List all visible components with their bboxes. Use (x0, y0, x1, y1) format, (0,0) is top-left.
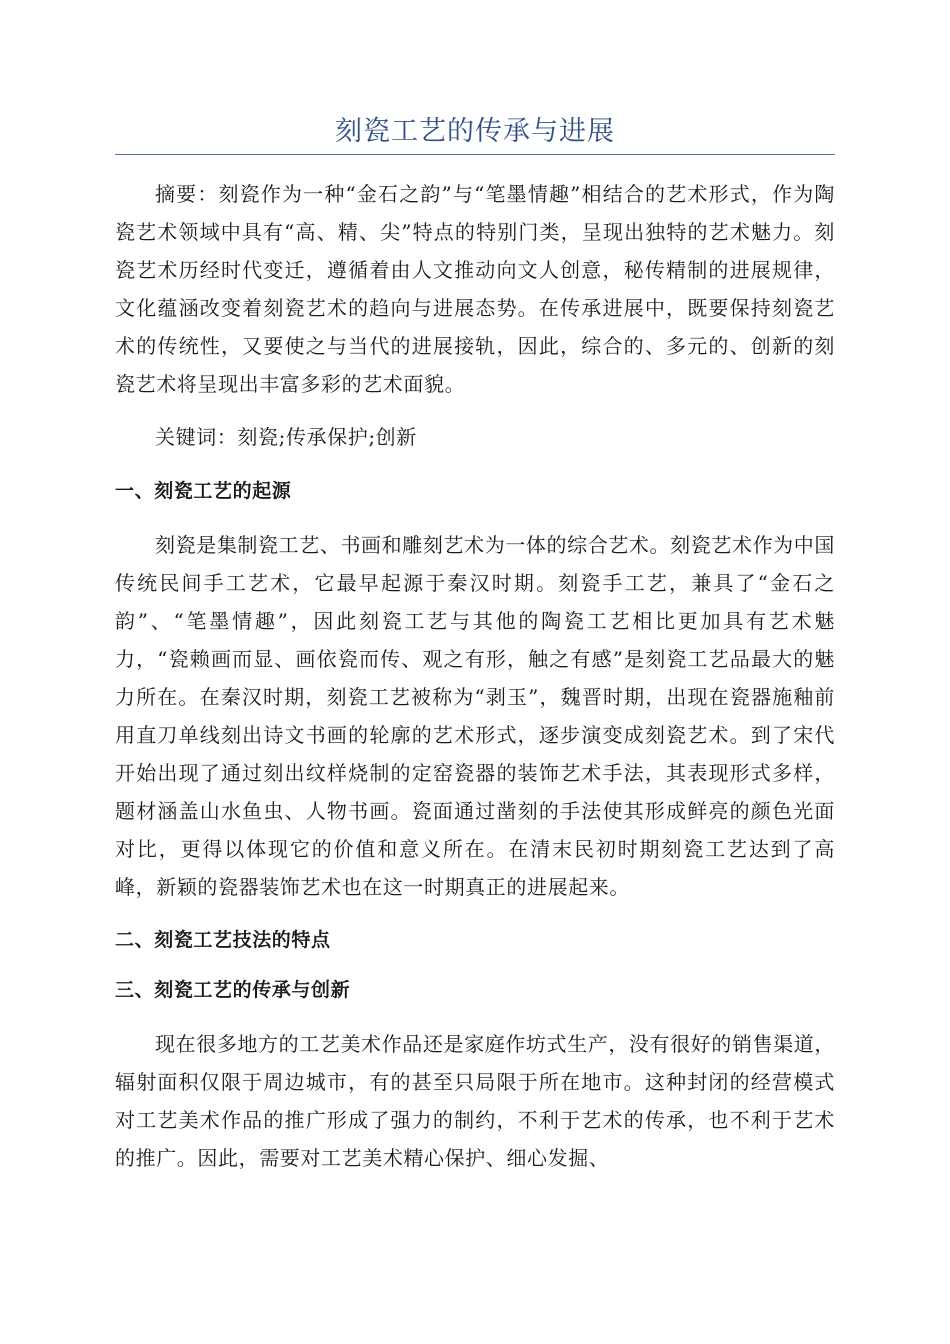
section-heading-origin: 一、刻瓷工艺的起源 (115, 480, 292, 502)
section-heading-inheritance: 三、刻瓷工艺的传承与创新 (115, 979, 351, 1001)
section-body-inheritance: 现在很多地方的工艺美术作品还是家庭作坊式生产，没有很好的销售渠道，辐射面积仅限于周边城市，有的甚至只局限于所在地市。这种封闭的经营模式对工艺美术作品的推广形成了强力的制约，不利于艺术的传承，也不利于艺术的推广。因此，需要对工艺美术精心保护、细心发掘、 (115, 1032, 835, 1170)
section-heading-technique: 二、刻瓷工艺技法的特点 (115, 929, 331, 951)
abstract-paragraph: 摘要：刻瓷作为一种“金石之韵”与“笔墨情趣”相结合的艺术形式，作为陶瓷艺术领域中具有“高、精、尖”特点的特别门类，呈现出独特的艺术魅力。刻瓷艺术历经时代变迁，遵循着由人文推动向文人创意，秘传精制的进展规律，文化蕴涵改变着刻瓷艺术的趋向与进展态势。在传承进展中，既要保持刻瓷艺术的传统性，又要使之与当代的进展接轨，因此，综合的、多元的、创新的刻瓷艺术将呈现出丰富多彩的艺术面貌。 (115, 182, 835, 396)
document-title: 刻瓷工艺的传承与进展 (335, 116, 615, 147)
document-page (115, 112, 835, 1192)
title-underline (115, 154, 835, 155)
section-body-origin: 刻瓷是集制瓷工艺、书画和雕刻艺术为一体的综合艺术。刻瓷艺术作为中国传统民间手工艺术，它最早起源于秦汉时期。刻瓷手工艺，兼具了“金石之韵”、“笔墨情趣”，因此刻瓷工艺与其他的陶瓷工艺相比更加具有艺术魅力，“瓷赖画而显、画依瓷而传、观之有形，触之有感”是刻瓷工艺品最大的魅力所在。在秦汉时期，刻瓷工艺被称为“剥玉”，魏晋时期，出现在瓷器施釉前用直刀单线刻出诗文书画的轮廓的艺术形式，逐步演变成刻瓷艺术。到了宋代开始出现了通过刻出纹样烧制的定窑瓷器的装饰艺术手法，其表现形式多样，题材涵盖山水鱼虫、人物书画。瓷面通过凿刻的手法使其形成鲜亮的颜色光面对比，更得以体现它的价值和意义所在。在清末民初时期刻瓷工艺达到了高峰，新颖的瓷器装饰艺术也在这一时期真正的进展起来。 (115, 533, 835, 899)
keywords-line: 关键词：刻瓷;传承保护;创新 (155, 425, 417, 449)
